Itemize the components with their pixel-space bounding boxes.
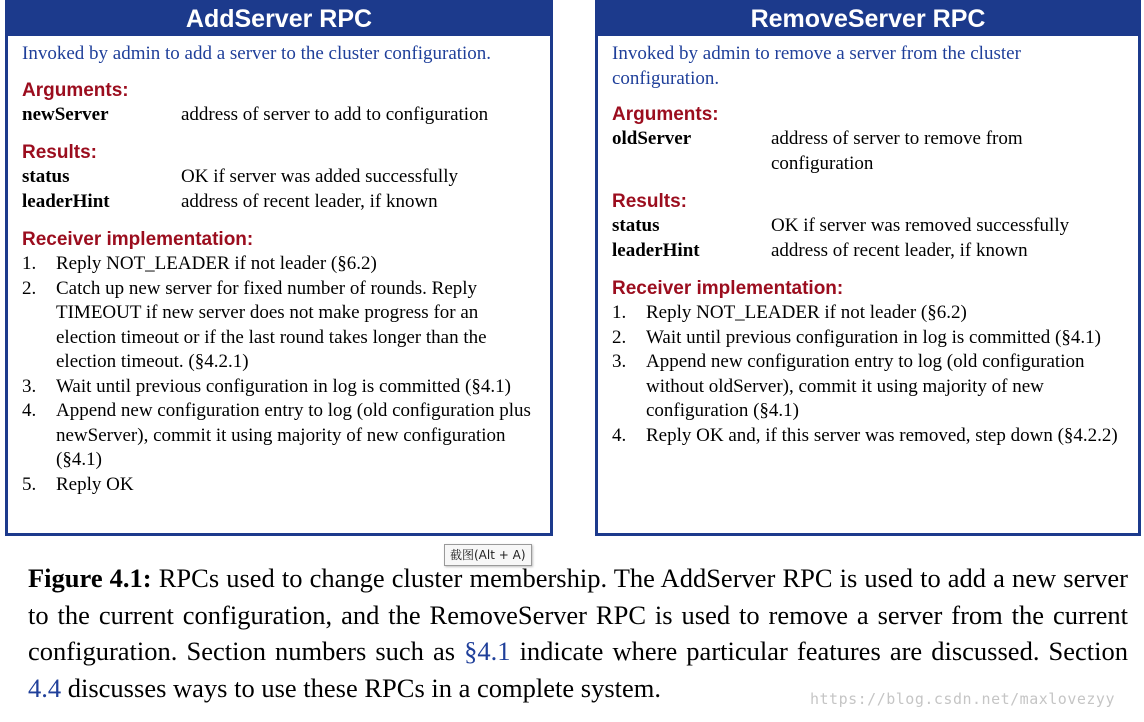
step-number: 1. — [22, 253, 37, 274]
add-server-argument-row — [22, 103, 536, 128]
step-number: 2. — [612, 326, 627, 348]
remove-server-results-heading: Results: — [612, 191, 687, 212]
result-key: leaderHint — [22, 190, 110, 212]
caption-text: indicate where particular features are discussed. Section — [510, 636, 1128, 666]
section-link-4-1[interactable]: §4.1 — [464, 636, 511, 666]
add-server-title: AddServer RPC — [8, 3, 550, 36]
list-item — [612, 350, 1124, 424]
add-server-results-heading: Results: — [22, 142, 97, 163]
add-server-receiver-heading: Receiver implementation: — [22, 229, 254, 250]
argument-value: address of server to add to configuration — [181, 103, 489, 125]
add-server-description: Invoked by admin to add a server to the cluster configuration. — [22, 43, 492, 64]
result-value: address of recent leader, if known — [181, 190, 438, 212]
list-item — [22, 473, 536, 498]
add-server-steps-list — [22, 252, 536, 497]
list-item — [22, 252, 536, 277]
result-value: address of recent leader, if known — [771, 239, 1028, 261]
caption-text: discusses ways to use these RPCs in a complete system. — [61, 672, 661, 703]
add-server-result-row — [22, 190, 536, 215]
section-link-4-4[interactable]: 4.4 — [28, 672, 62, 703]
step-text: Reply NOT_LEADER if not leader (§6.2) — [646, 302, 967, 323]
step-text: Reply OK — [56, 473, 134, 495]
add-server-result-row — [22, 165, 536, 190]
step-number: 3. — [22, 375, 37, 397]
remove-server-arguments-heading: Arguments: — [612, 104, 719, 125]
step-text: Wait until previous configuration in log is committed (§4.1) — [646, 326, 1101, 348]
remove-server-description: Invoked by admin to remove a server from the cluster configuration. — [612, 43, 1021, 89]
remove-server-result-row — [612, 214, 1124, 239]
remove-server-title: RemoveServer RPC — [598, 3, 1138, 36]
result-value: OK if server was removed successfully — [771, 215, 1070, 236]
result-key: leaderHint — [612, 239, 700, 261]
remove-server-result-row — [612, 239, 1124, 264]
list-item — [22, 399, 536, 473]
step-number: 4. — [22, 400, 37, 421]
result-key: status — [22, 166, 70, 187]
figure-caption — [28, 560, 1128, 706]
step-text: Wait until previous configuration in log is committed (§4.1) — [56, 375, 511, 397]
argument-key: newServer — [22, 103, 109, 125]
remove-server-receiver-heading: Receiver implementation: — [612, 278, 844, 299]
result-value: OK if server was added successfully — [181, 166, 458, 187]
list-item — [612, 424, 1124, 449]
result-key: status — [612, 215, 660, 236]
list-item — [22, 277, 536, 375]
step-number: 5. — [22, 473, 37, 495]
screenshot-tooltip: 截图(Alt + A) — [444, 544, 532, 566]
step-number: 2. — [22, 277, 37, 299]
remove-server-steps-list — [612, 301, 1124, 448]
remove-server-rpc-box — [595, 0, 1141, 536]
step-text: Catch up new server for fixed number of rounds. Reply TIMEOUT if new server does not make progress for an election timeout or if the last round takes longer than the election timeout. (§4.2.1) — [56, 277, 487, 372]
step-number: 4. — [612, 424, 627, 446]
remove-server-body — [598, 36, 1138, 448]
add-server-arguments-heading: Arguments: — [22, 79, 129, 101]
step-text: Reply NOT_LEADER if not leader (§6.2) — [56, 253, 377, 274]
list-item — [612, 326, 1124, 351]
list-item — [22, 375, 536, 400]
step-text: Append new configuration entry to log (old configuration without oldServer), commit it using majority of new configuration (§4.1) — [646, 351, 1085, 421]
caption-text: RPCs used to change cluster membership. The AddServer RPC is used to add a new server to the current configuration, and the RemoveServer RPC is used to remove a server from the current configuration. Section numbers such as — [28, 563, 1128, 666]
argument-key: oldServer — [612, 128, 692, 149]
step-number: 3. — [612, 351, 627, 372]
add-server-rpc-box — [5, 0, 553, 536]
add-server-body — [8, 36, 550, 497]
watermark: https://blog.csdn.net/maxlovezyy — [810, 690, 1115, 708]
step-number: 1. — [612, 302, 627, 323]
step-text: Reply OK and, if this server was removed, step down (§4.2.2) — [646, 424, 1118, 446]
figure-label: Figure 4.1: — [28, 563, 152, 593]
remove-server-argument-row — [612, 127, 1124, 176]
argument-value: address of server to remove from configuration — [771, 128, 1023, 174]
list-item — [612, 301, 1124, 326]
step-text: Append new configuration entry to log (old configuration plus newServer), commit it using majority of new configuration (§4.1) — [56, 400, 531, 470]
